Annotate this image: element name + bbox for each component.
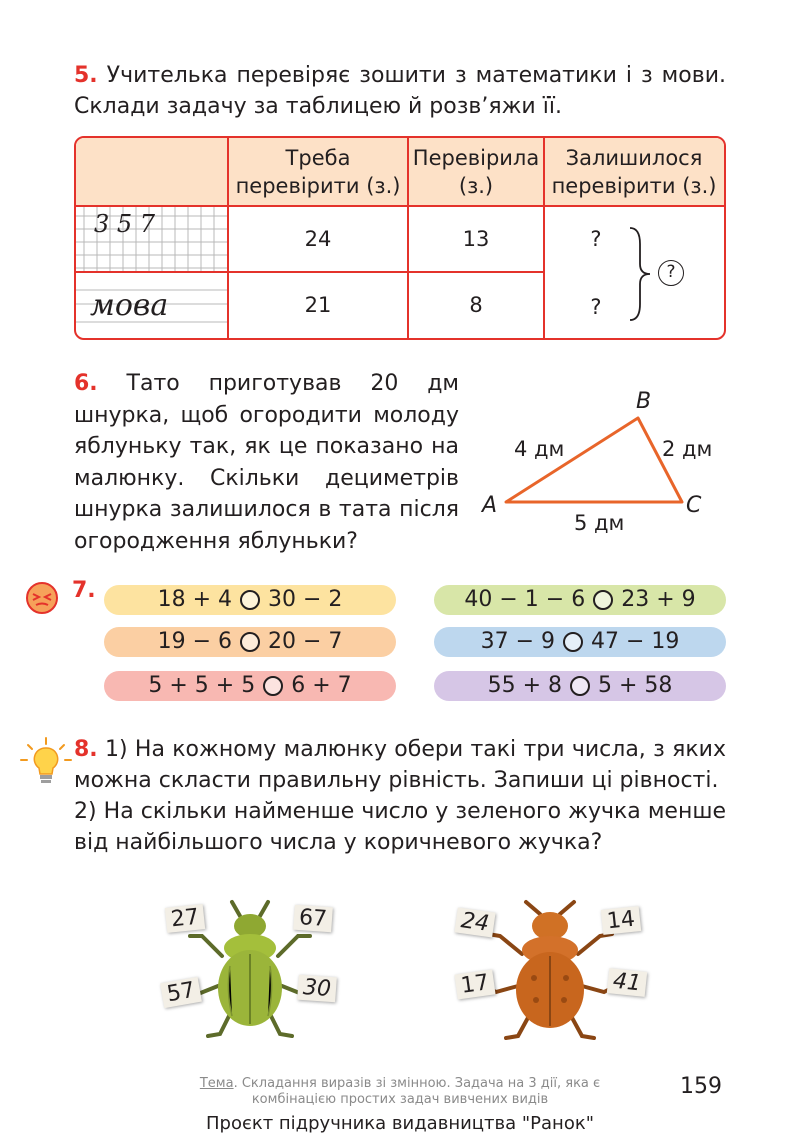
right-expression: 6 + 7 bbox=[291, 673, 352, 698]
side-ac-label: 5 дм bbox=[574, 511, 625, 535]
number-card: 17 bbox=[454, 969, 495, 999]
total-question-mark: ? bbox=[658, 260, 684, 286]
task6-statement bbox=[74, 368, 459, 557]
number-card: 57 bbox=[160, 977, 202, 1008]
comparison-pill bbox=[104, 627, 396, 657]
row1-checked: 13 bbox=[462, 227, 490, 251]
side-ab-label: 4 дм bbox=[514, 437, 565, 461]
number-card: 41 bbox=[607, 968, 647, 997]
header-left: Залишилося перевірити (з.) bbox=[544, 138, 724, 206]
page-number: 159 bbox=[680, 1074, 722, 1099]
math-notebook-cell bbox=[76, 206, 228, 272]
compare-circle[interactable] bbox=[240, 632, 260, 652]
divider bbox=[76, 205, 726, 207]
math-subject-label bbox=[90, 206, 220, 272]
left-expression: 5 + 5 + 5 bbox=[148, 673, 256, 698]
right-expression: 47 − 19 bbox=[591, 629, 680, 654]
right-expression: 23 + 9 bbox=[621, 587, 696, 612]
footer-topic bbox=[160, 1076, 640, 1108]
curly-brace-icon bbox=[626, 224, 656, 324]
task5-table bbox=[74, 136, 726, 340]
number-card: 27 bbox=[165, 904, 205, 933]
language-notebook-cell bbox=[76, 272, 228, 338]
right-expression: 5 + 58 bbox=[598, 673, 673, 698]
row2-checked: 8 bbox=[469, 293, 483, 317]
row1-need: 24 bbox=[304, 227, 332, 251]
vertex-a-label: A bbox=[482, 493, 498, 518]
right-expression: 20 − 7 bbox=[268, 629, 343, 654]
comparison-pill bbox=[434, 585, 726, 615]
divider bbox=[543, 138, 545, 340]
thinking-face-icon bbox=[24, 580, 60, 616]
right-expression: 30 − 2 bbox=[268, 587, 343, 612]
left-expression: 18 + 4 bbox=[157, 587, 232, 612]
number-card: 30 bbox=[297, 975, 337, 1003]
vertex-c-label: C bbox=[686, 493, 702, 518]
topic-label[interactable]: Тема bbox=[199, 1076, 234, 1091]
comparison-pill bbox=[104, 585, 396, 615]
header-checked: Перевірила (з.) bbox=[408, 138, 544, 206]
compare-circle[interactable] bbox=[563, 632, 583, 652]
topic-text: . Складання виразів зі змінною. Задача на 3 дії, яка є комбінацією простих задач вивчених видів bbox=[233, 1076, 601, 1107]
task-number: 5. bbox=[74, 63, 98, 88]
header-empty-cell bbox=[76, 138, 228, 206]
language-subject-label: мова bbox=[90, 288, 169, 323]
task8-statement bbox=[74, 734, 726, 858]
task-number: 8. bbox=[74, 737, 98, 762]
header-need: Треба перевірити (з.) bbox=[228, 138, 408, 206]
number-card: 67 bbox=[293, 905, 333, 933]
project-caption: Проєкт підручника видавництва "Ранок" bbox=[205, 1113, 594, 1134]
subject-digits: 3 5 7 bbox=[94, 210, 156, 238]
comparison-pill bbox=[104, 671, 396, 701]
task5-statement bbox=[74, 60, 726, 122]
lightbulb-icon bbox=[18, 736, 74, 792]
left-expression: 55 + 8 bbox=[487, 673, 562, 698]
task-number: 7. bbox=[72, 578, 96, 603]
number-card: 14 bbox=[601, 906, 641, 935]
task8-part1: 1) На кожному малюнку обери такі три числа, з яких можна скласти правильну рівність. Запиши ці рівності. bbox=[74, 737, 726, 793]
task8-part2: 2) На скільки найменше число у зеленого жучка менше від найбільшого числа у коричневого жучка? bbox=[74, 799, 726, 855]
compare-circle[interactable] bbox=[263, 676, 283, 696]
triangle-diagram bbox=[470, 380, 730, 540]
divider bbox=[76, 271, 544, 273]
task-number: 6. bbox=[74, 371, 98, 396]
divider bbox=[227, 138, 229, 340]
number-card: 24 bbox=[454, 907, 495, 937]
left-expression: 37 − 9 bbox=[480, 629, 555, 654]
comparison-pill bbox=[434, 627, 726, 657]
compare-circle[interactable] bbox=[593, 590, 613, 610]
task5-text: Учителька перевіряє зошити з математики і з мови. Склади задачу за таблицею й розв’яжи її. bbox=[74, 63, 726, 119]
compare-circle[interactable] bbox=[570, 676, 590, 696]
vertex-b-label: B bbox=[636, 389, 652, 414]
comparison-pill bbox=[434, 671, 726, 701]
task6-text: Тато приготував 20 дм шнурка, щоб огородити молоду яблуньку так, як це показано на малюнку. Скільки дециметрів шнурка залишилося в тата після огородження яблуньки? bbox=[74, 371, 459, 554]
left-expression: 19 − 6 bbox=[157, 629, 232, 654]
row2-need: 21 bbox=[304, 293, 332, 317]
left-expression: 40 − 1 − 6 bbox=[464, 587, 586, 612]
compare-circle[interactable] bbox=[240, 590, 260, 610]
row1-left: ? bbox=[590, 227, 602, 251]
side-bc-label: 2 дм bbox=[662, 437, 713, 461]
divider bbox=[407, 138, 409, 340]
row2-left: ? bbox=[590, 295, 602, 319]
